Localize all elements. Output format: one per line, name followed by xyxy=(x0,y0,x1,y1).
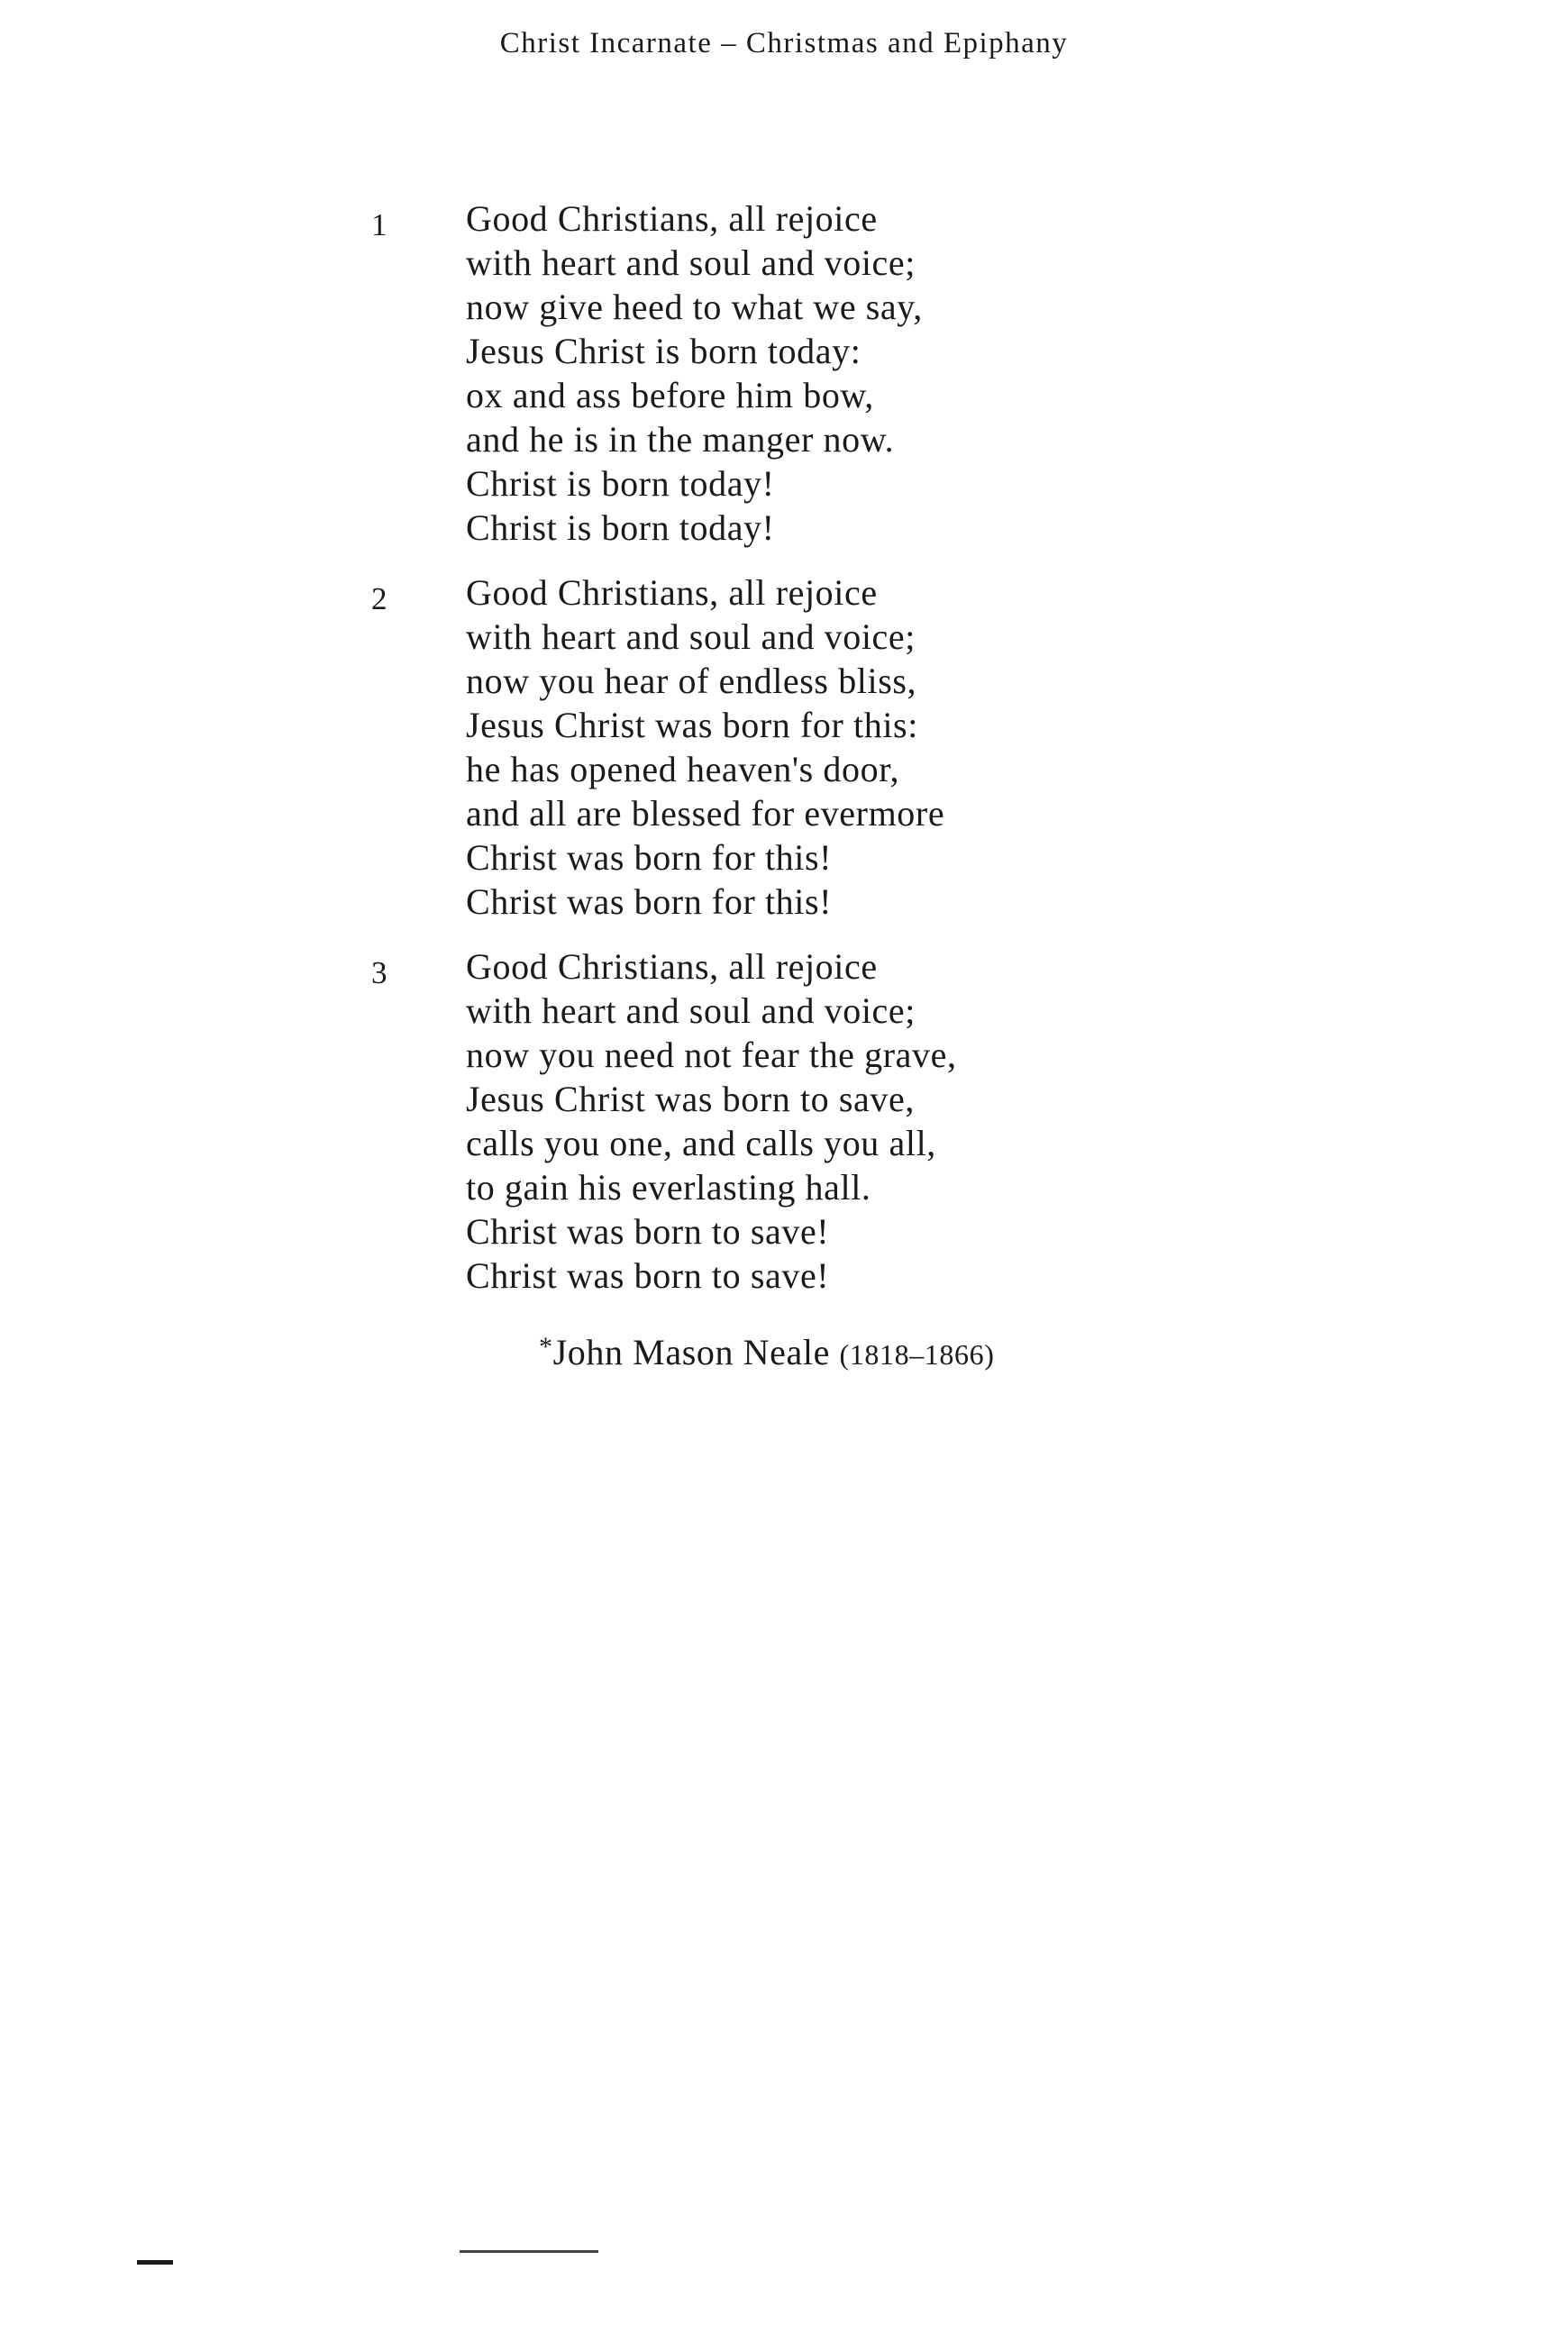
verse-line: and he is in the manger now. xyxy=(466,419,895,460)
author-dates: (1818–1866) xyxy=(839,1338,995,1371)
verse-line: now give heed to what we say, xyxy=(466,287,923,327)
verse-line: now you need not fear the grave, xyxy=(466,1035,957,1075)
verse-lines xyxy=(466,944,1568,1298)
verse-line: Jesus Christ was born to save, xyxy=(466,1079,915,1119)
verse-line: Good Christians, all rejoice xyxy=(466,198,878,239)
verse-line: now you hear of endless bliss, xyxy=(466,661,917,701)
verse-line: Christ was born to save! xyxy=(466,1255,830,1296)
verse-line: Christ is born today! xyxy=(466,463,775,504)
verse-line: with heart and soul and voice; xyxy=(466,990,916,1031)
verse-number: 3 xyxy=(371,955,387,990)
verse-lines xyxy=(466,570,1568,924)
verse-line: ox and ass before him bow, xyxy=(466,375,874,415)
verse-line: Christ is born today! xyxy=(466,507,775,548)
author-attribution xyxy=(539,1331,994,1373)
running-header: Christ Incarnate – Christmas and Epiphany xyxy=(499,27,1069,59)
verse-3 xyxy=(0,944,1568,1298)
margin-rule-mark xyxy=(137,2260,173,2265)
author-name: John Mason Neale xyxy=(552,1332,830,1372)
verse-line: Jesus Christ is born today: xyxy=(466,331,861,371)
verse-1 xyxy=(0,196,1568,550)
verse-line: with heart and soul and voice; xyxy=(466,616,916,657)
footer-rule xyxy=(460,2250,598,2253)
verse-number: 1 xyxy=(371,207,387,242)
verse-line: Good Christians, all rejoice xyxy=(466,572,878,613)
verse-lines xyxy=(466,196,1568,550)
verse-line: Christ was born to save! xyxy=(466,1211,830,1252)
verse-line: he has opened heaven's door, xyxy=(466,749,900,789)
verse-number: 2 xyxy=(371,581,387,616)
verse-line: Christ was born for this! xyxy=(466,837,833,878)
verse-line: Christ was born for this! xyxy=(466,881,833,922)
verse-line: Good Christians, all rejoice xyxy=(466,946,878,987)
verse-line: calls you one, and calls you all, xyxy=(466,1123,936,1163)
hymn-text xyxy=(0,196,1568,1318)
altered-text-mark: * xyxy=(539,1332,553,1362)
verse-line: with heart and soul and voice; xyxy=(466,242,916,283)
verse-2 xyxy=(0,570,1568,924)
verse-line: to gain his everlasting hall. xyxy=(466,1167,871,1208)
verse-line: and all are blessed for evermore xyxy=(466,793,945,834)
verse-line: Jesus Christ was born for this: xyxy=(466,705,918,745)
